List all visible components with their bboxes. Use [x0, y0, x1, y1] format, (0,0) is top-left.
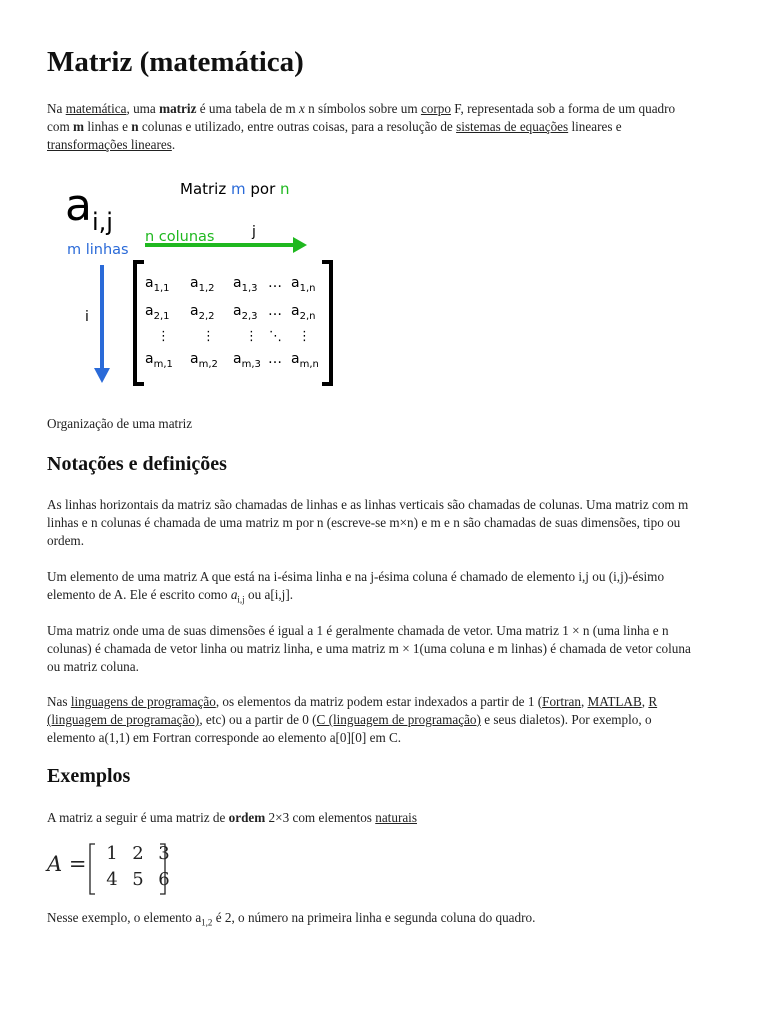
link-sistemas-de-equacoes[interactable]: sistemas de equações: [456, 119, 569, 134]
paragraph-linguagens: Nas linguagens de programação, os elementos da matriz podem estar indexados a partir de 1 (Fortran, MATLAB, R (linguagem de programação), etc) ou a partir de 0 (C (linguagem de programação) e seus dialetos). Por exemplo, o elemento a(1,1) em Fortran corresponde ao elemento a[0][0] em C.: [47, 694, 658, 745]
link-transformacoes-lineares[interactable]: transformações lineares: [47, 137, 172, 152]
cell-1-dots: …: [268, 275, 282, 291]
cell-2-dots: …: [268, 303, 282, 319]
vdots-2: ⋮: [202, 329, 215, 344]
symbol-subscript: i,j: [92, 208, 113, 236]
intro-paragraph: Na matemática, uma matriz é uma tabela de m x n símbolos sobre um corpo F, representada sob a forma de um quadro com m linhas e n colunas e utilizado, entre outras coisas, para a resolução de sistemas de equações lineares e transformações lineares.: [47, 101, 676, 152]
paragraph-vetor: Uma matriz onde uma de suas dimensões é igual a 1 é geralmente chamada de vetor. Uma matriz 1 × n (uma linha e n colunas) é chamada de vetor linha ou matriz linha, e uma matriz m × 1(uma coluna e m linhas) é chamada de vetor coluna ou matriz coluna.: [47, 623, 691, 674]
link-matlab[interactable]: MATLAB: [587, 694, 642, 709]
vdots-3: ⋮: [245, 329, 258, 344]
link-naturais[interactable]: naturais: [375, 810, 417, 825]
cell-m-1: $a_{m,1}$: [145, 351, 173, 370]
vdots-4: ⋮: [298, 329, 311, 344]
cell-2-2: $a_{2,2}$: [190, 303, 215, 322]
link-r-linguagem[interactable]: R (linguagem de programação): [47, 694, 658, 727]
diagram-caption: Organização de uma matriz: [47, 416, 193, 431]
link-fortran[interactable]: Fortran: [542, 694, 581, 709]
cell-1-n: $a_{1,n}$: [291, 275, 316, 294]
section-heading-exemplos: Exemplos: [47, 765, 131, 787]
cell-1-3: $a_{1,3}$: [233, 275, 258, 294]
cell-2-n: $a_{2,n}$: [291, 303, 316, 322]
column-arrow-head: [293, 237, 307, 253]
left-bracket: [135, 262, 144, 384]
example-matrix: [47, 838, 177, 896]
paragraph-elemento: Um elemento de uma matriz A que está na i-ésima linha e na j-ésima coluna é chamado de elemento i,j ou (i,j)-ésimo elemento de A. Ele é escrito como $a_{i,j}$ ou a[i,j].: [47, 569, 665, 605]
vdots-1: ⋮: [157, 329, 170, 344]
cell-2-1: $a_{2,1}$: [145, 303, 170, 322]
cell-m-2: $a_{m,2}$: [190, 351, 218, 370]
cell-m-3: $a_{m,3}$: [233, 351, 261, 370]
link-linguagens-de-programacao[interactable]: linguagens de programação: [70, 694, 216, 709]
right-bracket: [322, 262, 331, 384]
link-corpo[interactable]: corpo: [420, 101, 451, 116]
paragraph-exemplo-elemento: Nesse exemplo, o elemento $a_{1,2}$ é 2, o número na primeira linha e segunda coluna do quadro.: [47, 910, 536, 928]
link-matematica[interactable]: matemática: [65, 101, 127, 116]
i-label: i: [85, 309, 89, 325]
paragraph-ordem: A matriz a seguir é uma matriz de ordem 2×3 com elementos naturais: [47, 810, 417, 825]
rows-label: m linhas: [67, 242, 129, 258]
page-title: Matriz (matemática): [47, 46, 304, 78]
cell-m-dots: …: [268, 351, 282, 367]
ddots: ⋱: [269, 329, 282, 344]
cols-label: n colunas: [145, 229, 215, 245]
diagram-title: Matriz m por n: [180, 180, 290, 198]
link-c-linguagem[interactable]: C (linguagem de programação): [316, 712, 481, 727]
row-arrow-head: [94, 368, 110, 383]
matrix-diagram[interactable]: [47, 170, 347, 395]
matrix-row-1: 1 2 3: [106, 843, 170, 864]
cell-2-3: $a_{2,3}$: [233, 303, 258, 322]
matrix-lhs: A =: [47, 852, 87, 876]
matrix-row-2: 4 5 6: [106, 869, 170, 890]
paragraph-linhas-colunas: As linhas horizontais da matriz são chamadas de linhas e as linhas verticais são chamadas de colunas. Uma matriz com m linhas e n colunas é chamada de uma matriz m por n (escreve-se m×n) e m e n são chamadas de suas dimensões, tipo ou ordem.: [47, 497, 689, 548]
cell-1-1: $a_{1,1}$: [145, 275, 170, 294]
section-heading-notacoes: Notações e definições: [47, 453, 227, 475]
cell-1-2: $a_{1,2}$: [190, 275, 215, 294]
j-label: j: [252, 224, 256, 240]
symbol-a: a: [65, 180, 92, 231]
cell-m-n: $a_{m,n}$: [291, 351, 319, 370]
